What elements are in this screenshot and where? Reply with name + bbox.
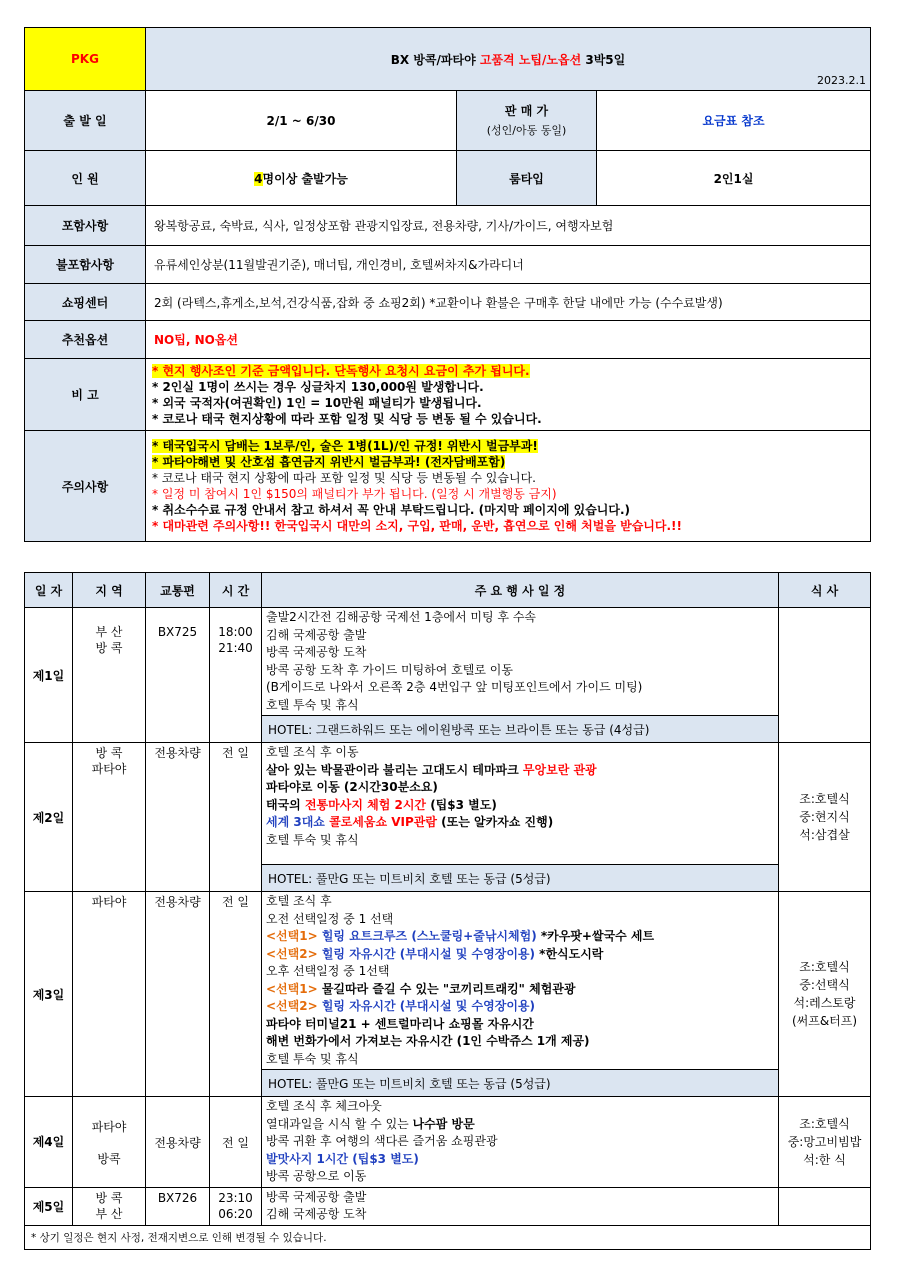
region-name: 방 콕 bbox=[95, 641, 123, 655]
document-date: 2023.2.1 bbox=[817, 74, 867, 87]
schedule-text: 나수팜 방문 bbox=[412, 1116, 475, 1131]
day-label: 제1일 bbox=[25, 608, 73, 743]
region-name: 부 산 bbox=[95, 625, 123, 639]
day-transport: BX725 bbox=[146, 608, 210, 743]
title-main: BX 방콕/파타야 bbox=[390, 52, 480, 67]
option-tag: <선택1> bbox=[266, 929, 322, 943]
region-name: 파타야 bbox=[91, 1119, 127, 1134]
day-meals bbox=[779, 608, 871, 743]
schedule-line: 호텔 조식 후 이동 bbox=[266, 745, 359, 759]
schedule-line: (B게이드로 나와서 오른쪽 2층 4번입구 앞 미팅포인트에서 가이드 미팅) bbox=[266, 680, 643, 694]
caution-item: * 취소수수료 규정 안내서 참고 하셔서 꼭 안내 부탁드립니다. (마지막 페이지에 있습니다.) bbox=[152, 503, 631, 517]
day-region bbox=[73, 1187, 146, 1225]
option-tag: <선택2> bbox=[266, 946, 322, 961]
remark-item: * 현지 행사조인 기준 금액입니다. 단독행사 요청시 요금이 추가 됩니다. bbox=[152, 363, 530, 378]
schedule-text: 살아 있는 박물관이라 불리는 고대도시 테마파크 bbox=[266, 762, 523, 777]
schedule-line: 호텔 조식 후 체크아웃 bbox=[266, 1099, 382, 1113]
day-region: 파타야 bbox=[73, 892, 146, 1097]
people-value bbox=[146, 151, 457, 206]
time-value: 06:20 bbox=[218, 1206, 253, 1221]
schedule-text: *한식도시락 bbox=[534, 946, 604, 961]
option-value: NO팁, NO옵션 bbox=[146, 321, 871, 359]
schedule-line: 호텔 투숙 및 휴식 bbox=[266, 832, 359, 847]
region-name: 부 산 bbox=[95, 1206, 123, 1221]
shopping-label: 쇼핑센터 bbox=[25, 284, 146, 321]
price-label-main: 판 매 가 bbox=[504, 103, 549, 118]
day-time: 전 일 bbox=[210, 743, 262, 892]
day-schedule bbox=[262, 1187, 779, 1225]
schedule-line bbox=[266, 981, 774, 999]
schedule-line bbox=[266, 814, 774, 832]
day-transport: 전용차량 bbox=[146, 892, 210, 1097]
caution-item: * 코로나 태국 현지 상황에 따라 포함 일정 및 식당 등 변동될 수 있습니다. bbox=[152, 471, 536, 485]
day-meals bbox=[779, 892, 871, 1097]
col-region: 지 역 bbox=[73, 573, 146, 608]
schedule-line: 방콕 공항으로 이동 bbox=[266, 1169, 367, 1183]
people-number: 4 bbox=[254, 171, 263, 186]
meal-item: 석:레스토랑 bbox=[793, 996, 856, 1010]
schedule-line bbox=[266, 946, 774, 964]
room-value: 2인1실 bbox=[597, 151, 871, 206]
exclude-value: 유류세인상분(11월발권기준), 매너팁, 개인경비, 호텔써차지&가라디너 bbox=[146, 246, 871, 284]
day-time: 전 일 bbox=[210, 892, 262, 1097]
schedule-line: 방콕 국제공항 출발 bbox=[266, 1189, 367, 1204]
meal-item: 조:호텔식 bbox=[799, 1116, 850, 1131]
col-schedule: 주 요 행 사 일 정 bbox=[262, 573, 779, 608]
departure-label: 출 발 일 bbox=[25, 91, 146, 151]
people-label: 인 원 bbox=[25, 151, 146, 206]
caution-item: * 일정 미 참여시 1인 $150의 패널티가 부가 됩니다. (일정 시 개별행동 금지) bbox=[152, 487, 557, 501]
day-hotel: HOTEL: 풀만G 또는 미트비치 호텔 또는 동급 (5성급) bbox=[262, 1070, 779, 1097]
schedule-text: 힐링 요트크루즈 (스노쿨링+줄낚시체험) bbox=[321, 929, 537, 943]
schedule-text: 힐링 자유시간 (부대시설 및 수영장이용) bbox=[321, 946, 535, 961]
time-value: 23:10 bbox=[218, 1190, 253, 1205]
price-label-sub: (성인/아동 동일) bbox=[486, 123, 567, 137]
schedule-text: 세계 3대쇼 bbox=[266, 815, 330, 829]
schedule-text: (또는 알카자쇼 진행) bbox=[436, 815, 554, 829]
day-transport: BX726 bbox=[146, 1187, 210, 1225]
day-schedule bbox=[262, 608, 779, 716]
day-label: 제5일 bbox=[25, 1187, 73, 1225]
option-label: 추천옵션 bbox=[25, 321, 146, 359]
schedule-line: 오전 선택일정 중 1 선택 bbox=[266, 911, 394, 926]
footnote: * 상기 일정은 현지 사정, 전재지변으로 인해 변경될 수 있습니다. bbox=[25, 1225, 871, 1249]
schedule-line: 김해 국제공항 도착 bbox=[266, 1207, 367, 1221]
day-schedule bbox=[262, 1097, 779, 1188]
remark-item: * 2인실 1명이 쓰시는 경우 싱글차지 130,000원 발생합니다. bbox=[152, 379, 484, 394]
col-time: 시 간 bbox=[210, 573, 262, 608]
day-meals bbox=[779, 1097, 871, 1188]
meal-item: 중:현지식 bbox=[799, 810, 850, 824]
schedule-line bbox=[266, 797, 774, 815]
time-value: 21:40 bbox=[218, 641, 253, 655]
day-schedule bbox=[262, 743, 779, 865]
day-transport: 전용차량 bbox=[146, 743, 210, 892]
region-name: 방콕 bbox=[97, 1151, 121, 1166]
schedule-highlight: 콜로세움쇼 VIP관람 bbox=[329, 815, 437, 829]
remarks-list bbox=[146, 359, 871, 431]
room-label: 룸타입 bbox=[457, 151, 597, 206]
include-label: 포함사항 bbox=[25, 206, 146, 246]
caution-label: 주의사항 bbox=[25, 431, 146, 542]
pkg-badge: PKG bbox=[25, 28, 146, 91]
schedule-line: 방콕 국제공항 도착 bbox=[266, 645, 367, 659]
price-value: 요금표 참조 bbox=[597, 91, 871, 151]
region-name: 파타야 bbox=[91, 762, 127, 776]
meal-item: 석:한 식 bbox=[803, 1152, 846, 1167]
schedule-line: 해변 번화가에서 가져보는 자유시간 (1인 수박쥬스 1개 제공) bbox=[266, 1034, 590, 1048]
caution-list bbox=[146, 431, 871, 542]
schedule-text: (팁$3 별도) bbox=[426, 797, 497, 812]
itinerary-table bbox=[24, 572, 871, 1250]
schedule-text: 힐링 자유시간 (부대시설 및 수영장이용) bbox=[321, 999, 535, 1013]
day-hotel: HOTEL: 풀만G 또는 미트비치 호텔 또는 동급 (5성급) bbox=[262, 865, 779, 892]
day-label: 제4일 bbox=[25, 1097, 73, 1188]
meal-item: 중:망고비빔밥 bbox=[787, 1134, 862, 1149]
day-hotel: HOTEL: 그랜드하워드 또는 에이원방콕 또는 브라이튼 또는 동급 (4성급) bbox=[262, 716, 779, 743]
day-label: 제3일 bbox=[25, 892, 73, 1097]
day-transport: 전용차량 bbox=[146, 1097, 210, 1188]
schedule-line: 호텔 투숙 및 휴식 bbox=[266, 697, 359, 712]
title-highlight: 고품격 노팁/노옵션 bbox=[479, 52, 582, 67]
day-meals bbox=[779, 743, 871, 892]
schedule-line bbox=[266, 928, 774, 946]
remark-item: * 외국 국적자(여권확인) 1인 = 10만원 패널티가 발생됩니다. bbox=[152, 395, 482, 410]
day-region bbox=[73, 743, 146, 892]
summary-table bbox=[24, 27, 871, 542]
day-schedule bbox=[262, 892, 779, 1070]
meal-item: 석:삼겹살 bbox=[799, 828, 850, 842]
col-meal: 식 사 bbox=[779, 573, 871, 608]
option-tag: <선택1> bbox=[266, 981, 322, 996]
schedule-text: 태국의 bbox=[266, 797, 305, 812]
include-value: 왕복항공료, 숙박료, 식사, 일정상포함 관광지입장료, 전용차량, 기사/가이드, 여행자보험 bbox=[146, 206, 871, 246]
page-title bbox=[146, 28, 871, 91]
schedule-line: 파타야 터미널21 + 센트럴마리나 쇼핑몰 자유시간 bbox=[266, 1016, 534, 1031]
schedule-line: 오후 선택일정 중 1선택 bbox=[266, 964, 390, 978]
schedule-highlight: 무앙보란 관광 bbox=[522, 762, 597, 777]
meal-item: 조:호텔식 bbox=[799, 960, 850, 974]
region-name: 방 콕 bbox=[95, 1190, 123, 1205]
schedule-line: 방콕 귀환 후 여행의 색다른 즐거움 쇼핑관광 bbox=[266, 1134, 498, 1148]
title-duration: 3박5일 bbox=[581, 52, 626, 67]
schedule-text: 물길따라 즐길 수 있는 "코끼리트래킹" 체험관광 bbox=[321, 981, 576, 996]
day-region bbox=[73, 608, 146, 743]
schedule-line: 방콕 공항 도착 후 가이드 미팅하여 호텔로 이동 bbox=[266, 662, 513, 677]
caution-item: * 대마관련 주의사항!! 한국입국시 대만의 소지, 구입, 판매, 운반, 흡연으로 인해 처벌을 받습니다.!! bbox=[152, 519, 682, 533]
day-label: 제2일 bbox=[25, 743, 73, 892]
meal-item: 조:호텔식 bbox=[799, 792, 850, 806]
exclude-label: 불포함사항 bbox=[25, 246, 146, 284]
schedule-line: 파타야로 이동 (2시간30분소요) bbox=[266, 780, 438, 794]
schedule-line: 출발2시간전 김해공항 국제선 1층에서 미팅 후 수속 bbox=[266, 610, 536, 624]
shopping-value: 2회 (라텍스,휴게소,보석,건강식품,잡화 중 쇼핑2회) *교환이나 환불은 구매후 한달 내에만 가능 (수수료발생) bbox=[146, 284, 871, 321]
schedule-line bbox=[266, 1116, 774, 1134]
option-tag: <선택2> bbox=[266, 999, 322, 1013]
meal-item: (써프&터프) bbox=[791, 1014, 858, 1028]
schedule-line: 발맛사지 1시간 (팁$3 별도) bbox=[266, 1151, 419, 1166]
caution-item: * 태국입국시 담배는 1보루/인, 술은 1병(1L)/인 규정! 위반시 벌금부과! bbox=[152, 439, 538, 453]
time-value: 18:00 bbox=[218, 625, 253, 639]
remark-item: * 코로나 태국 현지상황에 따라 포함 일정 및 식당 등 변동 될 수 있습니다. bbox=[152, 411, 542, 426]
schedule-text: *카우팟+쌀국수 세트 bbox=[536, 929, 655, 943]
day-time bbox=[210, 1187, 262, 1225]
price-label bbox=[457, 91, 597, 151]
day-time: 전 일 bbox=[210, 1097, 262, 1188]
region-name: 방 콕 bbox=[95, 746, 123, 760]
day-region bbox=[73, 1097, 146, 1188]
col-day: 일 자 bbox=[25, 573, 73, 608]
meal-item: 중:선택식 bbox=[799, 978, 850, 992]
people-text: 명이상 출발가능 bbox=[262, 171, 348, 186]
schedule-line: 호텔 조식 후 bbox=[266, 894, 332, 908]
remarks-label: 비 고 bbox=[25, 359, 146, 431]
departure-value: 2/1 ~ 6/30 bbox=[146, 91, 457, 151]
schedule-highlight: 전통마사지 체험 2시간 bbox=[304, 797, 427, 812]
schedule-line bbox=[266, 998, 774, 1016]
schedule-line bbox=[266, 762, 774, 780]
col-transport: 교통편 bbox=[146, 573, 210, 608]
day-time bbox=[210, 608, 262, 743]
schedule-line: 호텔 투숙 및 휴식 bbox=[266, 1051, 359, 1066]
schedule-text: 열대과일을 시식 할 수 있는 bbox=[266, 1116, 413, 1131]
caution-item: * 파타야해변 및 산호섬 흡연금지 위반시 벌금부과! (전자담배포함) bbox=[152, 455, 506, 469]
day-meals bbox=[779, 1187, 871, 1225]
schedule-line: 김해 국제공항 출발 bbox=[266, 627, 367, 642]
